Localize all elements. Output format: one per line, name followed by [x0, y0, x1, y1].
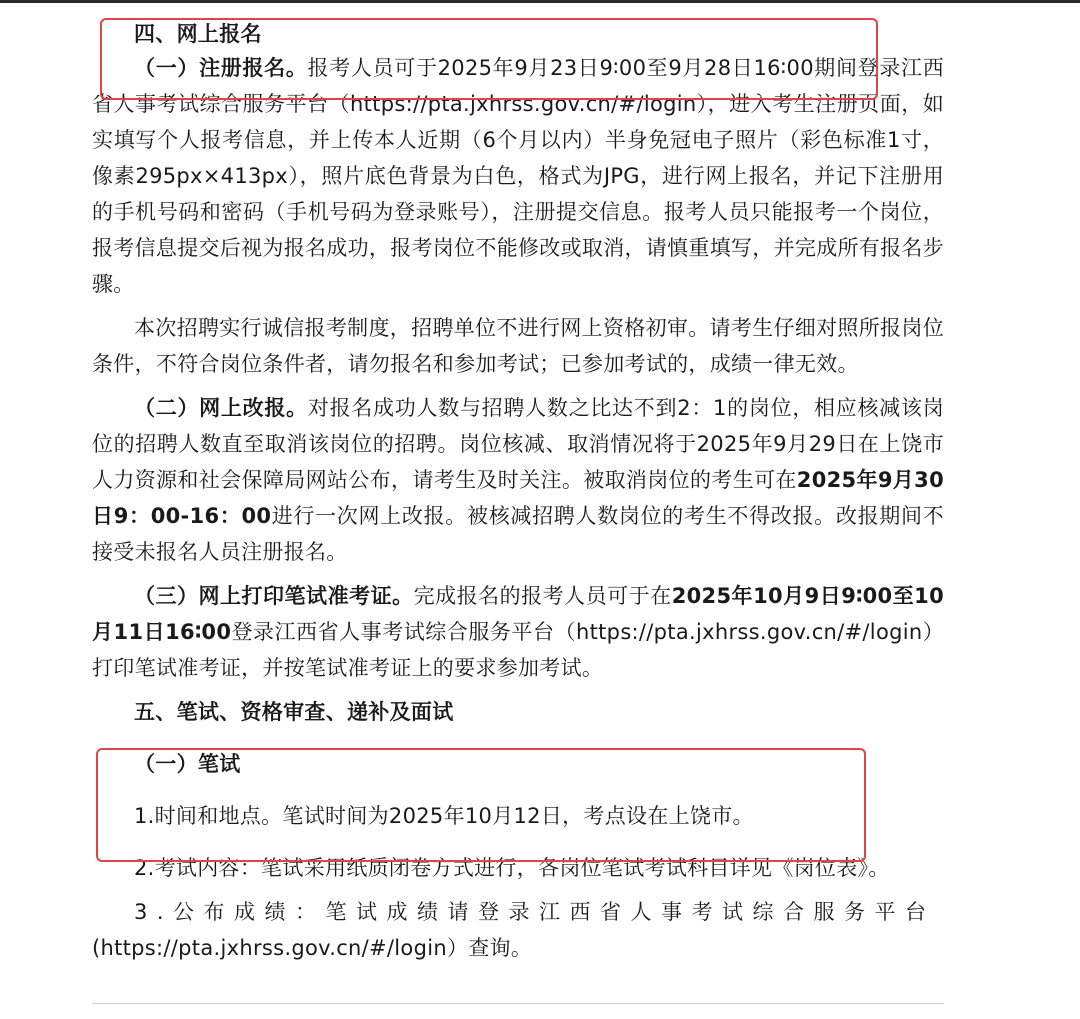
section-4-sub1-text: 报考人员可于2025年9月23日9∶00至9月28日16∶00期间登录江西省人事考试综合服务平台（https://pta.jxhrss.gov.cn/#/login），进入考生注册页面，如实填写个人报考信息，并上传本人近期（6个月以内）半身免冠电子照片（彩色标准1寸，像素295px×413px），照片底色背景为白色，格式为JPG，进行网上报名，并记下注册用的手机号码和密码（手机号码为登录账号），注册提交信息。报考人员只能报考一个岗位，报考信息提交后视为报名成功，报考岗位不能修改或取消，请慎重填写，并完成所有报名步骤。 — [92, 56, 944, 296]
written-exam-item-2: 2.考试内容：笔试采用纸质闭卷方式进行，各岗位笔试考试科目详见《岗位表》。 — [134, 856, 890, 880]
section-5-sub1-heading: （一）笔试 — [134, 752, 241, 776]
integrity-paragraph: 本次招聘实行诚信报考制度，招聘单位不进行网上资格初审。请考生仔细对照所报岗位条件，不符合岗位条件者，请勿报名和参加考试；已参加考试的，成绩一律无效。 — [92, 316, 944, 376]
section-4-sub2-paragraph — [92, 390, 944, 570]
section-4-sub2-date: 2025年9月30日9：00-16：00 — [92, 468, 944, 528]
section-4-sub3-label: （三）网上打印笔试准考证。 — [134, 584, 414, 608]
section-4-sub2-text-a: 对报名成功人数与招聘人数之比达不到2：1的岗位，相应核减该岗位的招聘人数直至取消该岗位的招聘。岗位核减、取消情况将于2025年9月29日在上饶市人力资源和社会保障局网站公布，请考生及时关注。被取消岗位的考生可在 — [92, 396, 945, 492]
section-4-sub3-date: 2025年10月9日9∶00至10月11日16∶00 — [92, 584, 944, 644]
section-4-sub1-label: （一）注册报名。 — [134, 56, 308, 80]
section-4-sub3-text-a: 完成报名的报考人员可于在 — [413, 584, 672, 608]
bottom-divider — [92, 1003, 944, 1004]
document-body — [92, 16, 944, 966]
written-exam-item-1: 1.时间和地点。笔试时间为2025年10月12日，考点设在上饶市。 — [134, 804, 754, 828]
written-exam-item-3-line-2: (https://pta.jxhrss.gov.cn/#/login）查询。 — [92, 936, 533, 960]
section-4-sub3-text-b: 登录江西省人事考试综合服务平台（https://pta.jxhrss.gov.cn/#/login）打印笔试准考证，并按笔试准考证上的要求参加考试。 — [92, 620, 944, 680]
section-4-heading: 四、网上报名 — [134, 22, 262, 46]
section-5-heading: 五、笔试、资格审查、递补及面试 — [134, 700, 454, 724]
section-4-sub1-paragraph — [92, 50, 944, 302]
written-exam-item-3-line-1: 3.公布成绩：笔试成绩请登录江西省人事考试综合服务平台 — [134, 900, 936, 924]
section-4-sub2-label: （二）网上改报。 — [134, 396, 308, 420]
top-edge-bar — [0, 0, 1080, 3]
section-4-sub2-text-b: 进行一次网上改报。被核减招聘人数岗位的考生不得改报。改报期间不接受未报名人员注册报名。 — [92, 504, 944, 564]
section-4-sub3-paragraph — [92, 578, 944, 686]
